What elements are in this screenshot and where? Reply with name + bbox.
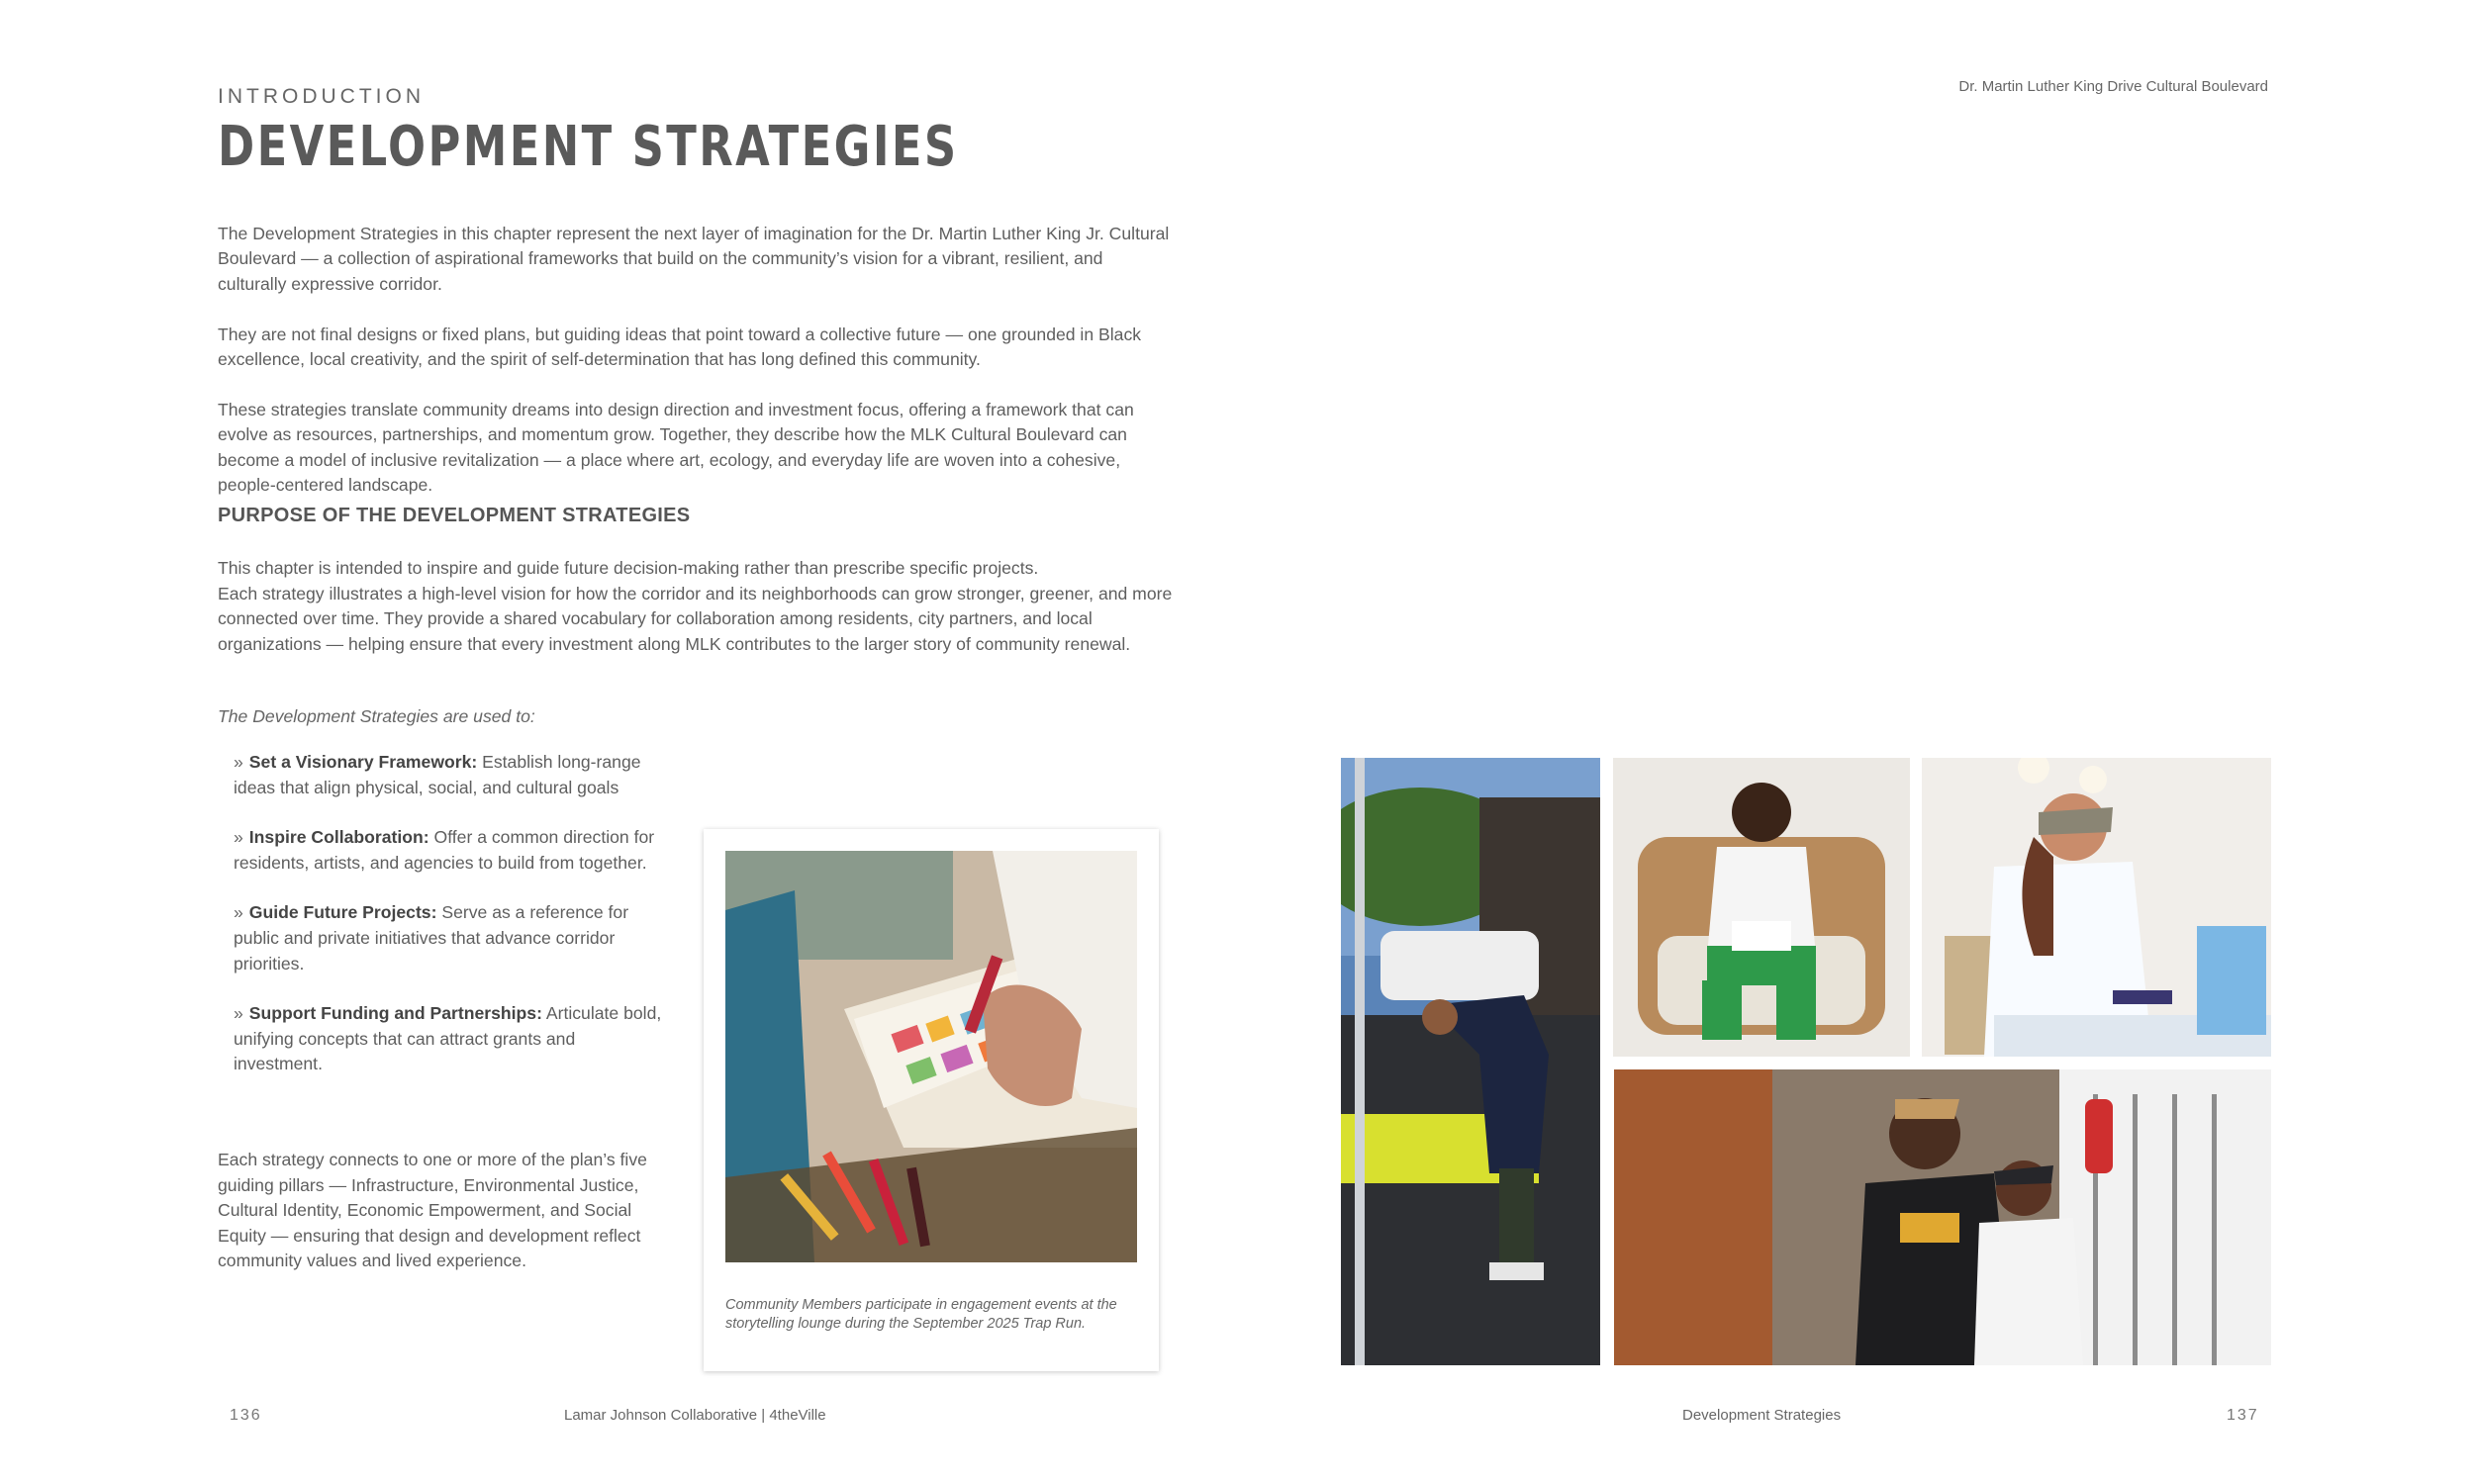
intro-paragraph-2: They are not final designs or fixed plans, but guiding ideas that point toward a collective future — one grounded in Black excellence, local creativity, and the spirit of self-determination that has long defined this community. [218, 324, 1142, 370]
intro-paragraph-3: These strategies translate community dreams into design direction and investment focus, offering a framework that can evolve as resources, partnerships, and momentum grow. Together, they describe how the MLK Cultural Boulevard can become a model of inclusive revitalization — a place where art, ecology, and everyday life are woven into a cohesive, people-centered landscape. [218, 399, 1134, 496]
list-item-text: Serve as a reference for public and private initiatives that advance corridor priorities. [234, 902, 629, 974]
list-item-text: Establish long-range ideas that align physical, social, and cultural goals [234, 752, 641, 797]
purpose-paragraph-rest: Each strategy illustrates a high-level vision for how the corridor and its neighborhoods can grow stronger, greener, and more connected over time. They provide a shared vocabulary for collaboration among residents, city partners, and local organizations — helping ensure that every investment along MLK contributes to the larger story of community renewal. [218, 583, 1173, 654]
list-item [234, 750, 669, 800]
coloring-photo [725, 851, 1137, 1262]
section-eyebrow: INTRODUCTION [218, 85, 425, 108]
page-title: DEVELOPMENT STRATEGIES [218, 115, 959, 179]
bullet-mark: » [234, 1003, 243, 1024]
list-item [234, 1001, 669, 1077]
right-page-number: 137 [2227, 1407, 2259, 1424]
bullet-mark: » [234, 752, 243, 772]
gallery-photo-child-reading [1613, 758, 1910, 1057]
gallery-photo-volunteer-table [1922, 758, 2271, 1057]
list-item-term: Support Funding and Partnerships: [248, 1003, 542, 1024]
list-item-term: Set a Visionary Framework: [248, 752, 478, 772]
running-header: Dr. Martin Luther King Drive Cultural Boulevard [1958, 78, 2268, 95]
list-intro: The Development Strategies are used to: [218, 706, 535, 726]
photo-card [704, 829, 1159, 1371]
purpose-heading: PURPOSE OF THE DEVELOPMENT STRATEGIES [218, 505, 691, 526]
list-item [234, 825, 669, 876]
photo-caption: Community Members participate in engagement events at the storytelling lounge during the September 2025 Trap Run. [725, 1297, 1117, 1332]
list-item-term: Guide Future Projects: [248, 902, 437, 923]
intro-paragraph-1: The Development Strategies in this chapter represent the next layer of imagination for the Dr. Martin Luther King Jr. Cultural Boulevard — a collection of aspirational frameworks that build on the community’s vision for a vibrant, resilient, and culturally expressive corridor. [218, 223, 1170, 294]
bullet-mark: » [234, 827, 243, 848]
left-footer-credit: Lamar Johnson Collaborative | 4theVille [564, 1407, 826, 1424]
list-item-text: Articulate bold, unifying concepts that can attract grants and investment. [234, 1003, 662, 1074]
pillars-paragraph: Each strategy connects to one or more of the plan’s five guiding pillars — Infrastructure, Environmental Justice, Cultural Identity, Economic Empowerment, and Social Equity — ensuring that design and development reflect community values and lived experience. [218, 1150, 647, 1271]
left-page-number: 136 [230, 1407, 262, 1424]
right-footer-section: Development Strategies [1682, 1407, 1842, 1424]
purpose-paragraph [218, 556, 1173, 657]
list-item-term: Inspire Collaboration: [248, 827, 429, 848]
strategy-list [234, 750, 669, 1102]
purpose-paragraph-line-1: This chapter is intended to inspire and guide future decision-making rather than prescribe specific projects. [218, 558, 1039, 578]
photo-gallery [1341, 758, 2271, 1365]
gallery-photo-community-conversation [1614, 1069, 2271, 1365]
bullet-mark: » [234, 902, 243, 923]
list-item [234, 900, 669, 976]
list-item-text: Offer a common direction for residents, artists, and agencies to build from together. [234, 827, 655, 873]
gallery-svg [1341, 758, 2271, 1365]
gallery-photo-street-signing [1341, 758, 1600, 1365]
